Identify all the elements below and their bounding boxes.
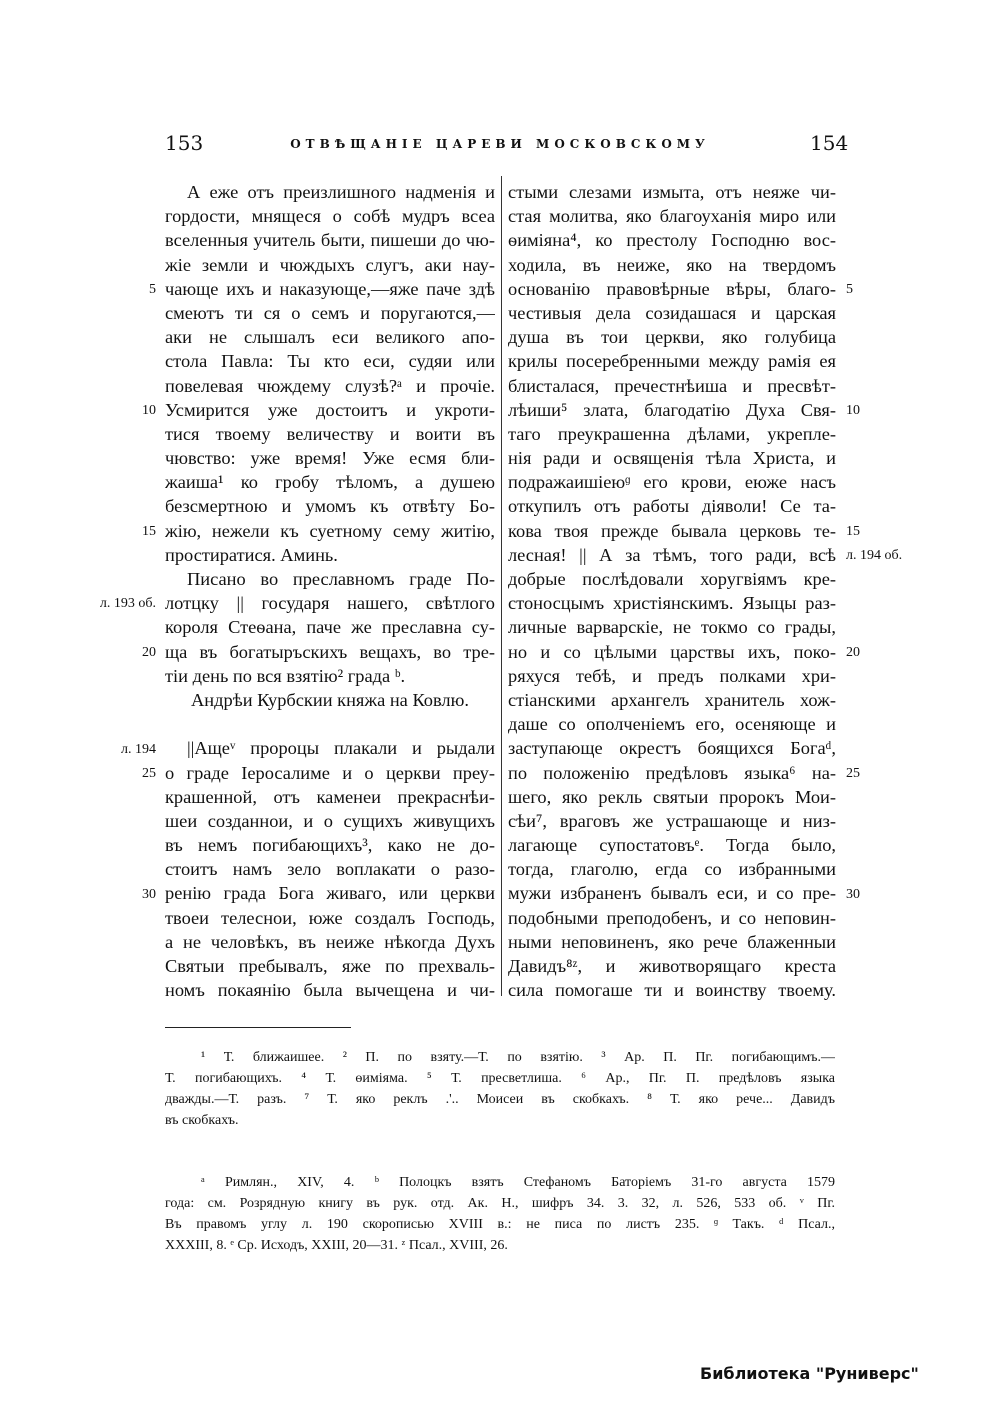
column-divider <box>501 176 502 996</box>
footnote-rule <box>165 1027 351 1028</box>
text-line: ||Ащеᵛ пророцы плакали и рыдали <box>187 738 495 759</box>
text-line: короля Стеѳана, паче же преславна су- <box>165 617 495 638</box>
text-line: ренію града Бога живаго, или церкви <box>165 883 495 904</box>
text-line: ходила, въ неиже, яко на твердомъ <box>508 254 836 275</box>
text-line: но и со цѣлыми царствы ихъ, поко- <box>508 641 836 662</box>
line-marker: 5 <box>846 281 853 297</box>
text-line: шего, яко рекль святыи пророкъ Мои- <box>508 786 836 807</box>
line-marker: 30 <box>846 886 860 902</box>
line-marker: 20 <box>142 644 156 660</box>
text-line: номъ покаянію была вычещена и чи- <box>165 980 495 1001</box>
text-line: простиратися. Аминь. <box>165 544 338 565</box>
text-line: Святыи пребывалъ, яже по прехваль- <box>165 956 495 976</box>
variant-footnotes <box>165 1047 835 1131</box>
line-marker: л. 193 об. <box>99 596 156 612</box>
text-line: блисталася, пречестнѣиша и пресвѣт- <box>508 375 836 396</box>
text-line: кова твоя прежде бывала церковь те- <box>508 520 836 541</box>
text-line: нія ради и освященія тѣла Христа, и <box>508 448 836 469</box>
footnote-line: дважды.—Т. разъ. ⁷ Т. яко реклъ .'.. Моисеи въ скобкахъ. ⁸ Т. яко рече... Давидъ <box>165 1092 835 1107</box>
text-line: жію, нежели къ суетному сему житію, <box>165 520 495 541</box>
page-number-right: 154 <box>810 131 849 155</box>
text-line: крашенной, отъ каменеи прекраснѣи- <box>165 786 495 807</box>
text-line: тися твоему величеству и воити въ <box>165 423 495 444</box>
text-line: ща въ богатыръскихъ вещахъ, во тре- <box>165 641 495 662</box>
text-line: стоитъ намъ зело воплакати о разо- <box>165 859 495 880</box>
right-text-column <box>508 180 836 1002</box>
footnote-line: Т. погибающихъ. ⁴ Т. ѳиміяма. ⁵ Т. пресветлиша. ⁶ Ар., Пг. П. предѣловъ языка <box>165 1071 835 1086</box>
commentary-footnotes <box>165 1172 835 1256</box>
text-line: Андрѣи Курбскии княжа на Ковлю. <box>191 689 469 710</box>
text-line: откупилъ отъ работы діяволи! Се та- <box>508 496 836 517</box>
text-line: лесная! || А за тѣмъ, того ради, всѣ <box>508 544 836 565</box>
line-marker: 5 <box>149 281 156 297</box>
text-line: Давидъ⁸ᶻ, и животворящаго креста <box>508 956 836 976</box>
text-line: жіе земли и чюждыхъ слугъ, аки нау- <box>165 254 495 275</box>
line-marker: 25 <box>142 765 156 781</box>
line-marker: 15 <box>142 523 156 539</box>
footnote-line: года: см. Розрядную книгу въ рук. отд. Ак. Н., шифръ 34. 3. 32, л. 526, 533 об. ᵛ Пг. <box>165 1196 835 1211</box>
text-line: А еже отъ преизлишного надменія и <box>187 182 495 202</box>
text-line: о граде Іеросалиме и о церкви преу- <box>165 762 495 783</box>
text-line: Писано во преславномъ граде По- <box>187 569 495 589</box>
library-stamp: Библиотека "Руниверс" <box>700 1364 919 1383</box>
text-line: вселенныя учитель быти, пишеши до чю- <box>165 230 495 251</box>
text-line: лѣиши⁵ злата, благодатію Духа Свя- <box>508 399 836 420</box>
text-line: даше со ополченіемъ его, осеняюще и <box>508 714 836 735</box>
text-line: ряхуся тебѣ, и предъ полками хри- <box>508 665 836 686</box>
text-line: мужи избраненъ бывалъ еси, и со пре- <box>508 883 836 904</box>
text-line: подобными преподобенъ, и со неповин- <box>508 907 836 928</box>
text-line: повелевая чюждему слузѣ?ᵃ и прочіе. <box>165 375 495 396</box>
text-line: въ немъ погибающихъ³, како не до- <box>165 835 495 856</box>
footnote-line: ᵃ Римлян., XIV, 4. ᵇ Полоцкъ взятъ Стефаномъ Баторіемъ 31-го августа 1579 <box>201 1175 835 1190</box>
text-line: основанію правовѣрные вѣры, благо- <box>508 278 836 299</box>
line-marker: 30 <box>142 886 156 902</box>
text-line: жаиша¹ ко гробу тѣломъ, а душею <box>165 472 495 493</box>
line-marker: л. 194 об. <box>846 548 903 563</box>
text-line: крилы посеребренными между рамія ея <box>508 351 836 372</box>
footnote-line: XXXIII, 8. ᵉ Ср. Исходъ, XXIII, 20—31. ᶻ Псал., XVIII, 26. <box>165 1238 508 1253</box>
footnote-line: въ скобкахъ. <box>165 1113 239 1128</box>
text-line: шеи созданнои, и о сущихъ живущихъ <box>165 810 495 831</box>
text-line: честивыя дела созидашася и царская <box>508 302 836 323</box>
text-line <box>165 712 495 736</box>
text-line: чающе ихъ и наказующе,—яже паче здѣ <box>165 278 495 299</box>
line-marker: 10 <box>142 402 156 418</box>
text-line: добрые послѣдовали хоругвіямъ кре- <box>508 569 836 589</box>
text-line: стола Павла: Ты кто еси, судяи или <box>165 351 495 372</box>
text-line: стыми слезами измыта, отъ неяже чи- <box>508 182 836 202</box>
text-line: подражаишіеюᶢ его крови, еюже насъ <box>508 472 836 493</box>
text-line: стоносцымъ христіянскимъ. Языцы раз- <box>508 593 836 614</box>
text-line: сила помогаше ти и воинству твоему. <box>508 980 836 1001</box>
footnote-line: ¹ Т. ближаишее. ² П. по взяту.—Т. по взятію. ³ Ар. П. Пг. погибающимъ.— <box>201 1050 835 1065</box>
line-marker: 25 <box>846 765 860 781</box>
text-line: стіанскими архангелъ хранитель хож- <box>508 689 836 710</box>
text-line: заступающе окрестъ боящихся Богаᵈ, <box>508 738 836 759</box>
text-line: лотцку || государя нашего, свѣтлого <box>165 593 495 614</box>
text-line: гордости, мнящеся о собѣ мудръ всеа <box>165 206 495 227</box>
line-marker: 15 <box>846 523 860 539</box>
text-line: сѣи⁷, враговъ же устрашающе и низ- <box>508 810 836 831</box>
line-marker: 20 <box>846 644 860 660</box>
text-line: таго преукрашенна дѣлами, укрепле- <box>508 423 836 444</box>
line-marker: 10 <box>846 402 860 418</box>
text-line: душа въ тои церкви, яко голубица <box>508 327 836 348</box>
text-line: по положенію предѣловъ языка⁶ на- <box>508 762 836 783</box>
left-text-column <box>165 180 495 1002</box>
text-line: аки не слышалъ еси великого апо- <box>165 327 495 348</box>
text-line: твоеи телеснои, юже создалъ Господь, <box>165 907 495 928</box>
line-marker: л. 194 <box>121 741 156 757</box>
text-line: ѳиміяна⁴, ко престолу Господню вос- <box>508 230 836 251</box>
text-line: стая молитва, яко благоуханія миро или <box>508 206 836 227</box>
running-title: ОТВѢЩАНІЕ ЦАРЕВИ МОСКОВСКОМУ <box>290 137 710 151</box>
text-line: Усмирится уже достоитъ и укроти- <box>165 399 495 420</box>
text-line: ными неповиненъ, яко рече блаженныи <box>508 931 836 952</box>
text-line: тіи день по вся взятію² града ᵇ. <box>165 665 406 686</box>
text-line: тогда, глаголю, егда со избранными <box>508 859 836 880</box>
text-line: а не человѣкъ, въ неиже нѣкогда Духъ <box>165 931 495 952</box>
footnote-line: Въ правомъ углу л. 190 скорописью XVIII в.: не писа по листъ 235. ᶢ Такъ. ᵈ Псал., <box>165 1217 835 1232</box>
text-line: лагающе супостатовъᵉ. Тогда было, <box>508 835 836 856</box>
text-line: смеютъ ти ся о семъ и поругаются,— <box>165 302 495 323</box>
text-line: безсмертною и умомъ къ отвѣту Бо- <box>165 496 495 517</box>
page-number-left: 153 <box>165 131 204 155</box>
text-line: чювство: уже время! Уже есмя бли- <box>165 448 495 469</box>
text-line: личные варварскіе, не токмо со грады, <box>508 617 836 638</box>
